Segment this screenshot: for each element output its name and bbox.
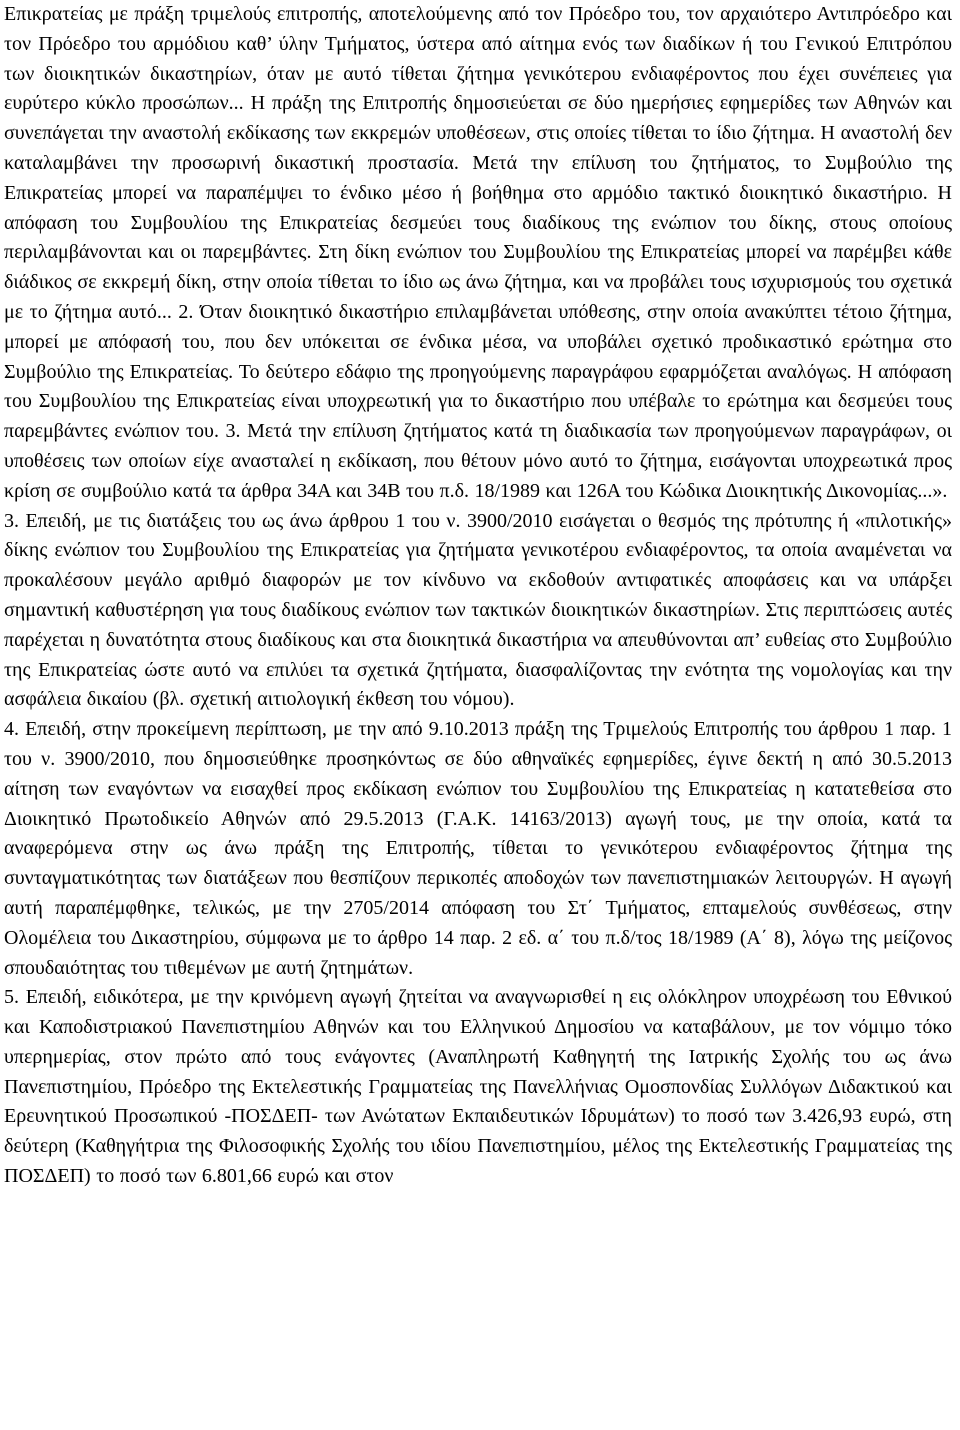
paragraph-3: 3. Επειδή, με τις διατάξεις του ως άνω άρθρου 1 του ν. 3900/2010 εισάγεται ο θεσμός της πρότυπης ή «πιλοτικής» δίκης ενώπιον του Συμβουλίου της Επικρατείας για ζητήματα γενικοτέρου ενδιαφέροντος, τα οποία αναμένεται να προκαλέσουν μεγάλο αριθμό διαφορών με τον κίνδυνο να εκδοθούν αντιφατικές αποφάσεις και να υπάρξει σημαντική καθυστέρηση για τους διαδίκους ενώπιον των τακτικών διοικητικών δικαστηρίων. Στις περιπτώσεις αυτές παρέχεται η δυνατότητα στους διαδίκους και στα διοικητικά δικαστήρια να απευθύνονται απ’ ευθείας στο Συμβούλιο της Επικρατείας ώστε αυτό να επιλύει τα σχετικά ζητήματα, διασφαλίζοντας την ενότητα της νομολογίας και την ασφάλεια δικαίου (βλ. σχετική αιτιολογική έκθεση του νόμου). <box>4 509 952 711</box>
paragraph-4: 4. Επειδή, στην προκείμενη περίπτωση, με την από 9.10.2013 πράξη της Τριμελούς Επιτροπής του άρθρου 1 παρ. 1 του ν. 3900/2010, που δημοσιεύθηκε προσηκόντως σε δύο αθηναϊκές εφημερίδες, έγινε δεκτή η από 30.5.2013 αίτηση των εναγόντων να εισαχθεί προς εκδίκαση ενώπιον του Συμβουλίου της Επικρατείας η κατατεθείσα στο Διοικητικό Πρωτοδικείο Αθηνών από 29.5.2013 (Γ.Α.Κ. 14163/2013) αγωγή τους, με την οποία, κατά τα αναφερόμενα στην ως άνω πράξη της Επιτροπής, τίθεται το γενικότερου ενδιαφέροντος ζήτημα της συνταγματικότητας των διατάξεων που θεσπίζουν περικοπές αποδοχών των πανεπιστημιακών λειτουργών. Η αγωγή αυτή παραπέμφθηκε, τελικώς, με την 2705/2014 απόφαση του Στ΄ Τμήματος, επταμελούς συνθέσεως, στην Ολομέλεια του Δικαστηρίου, σύμφωνα με το άρθρο 14 παρ. 2 εδ. α΄ του π.δ/τος 18/1989 (Α΄ 8), λόγω της μείζονος σπουδαιότητας του τιθεμένων με αυτή ζητημάτων. <box>4 718 952 979</box>
paragraph-5: 5. Επειδή, ειδικότερα, με την κρινόμενη αγωγή ζητείται να αναγνωρισθεί η εις ολόκληρον υποχρέωση του Εθνικού και Καποδιστριακού Πανεπιστημίου Αθηνών και του Ελληνικού Δημοσίου να καταβάλουν, με τον νόμιμο τόκο υπερημερίας, στον πρώτο από τους ενάγοντες (Αναπληρωτή Καθηγητή της Ιατρικής Σχολής του ως άνω Πανεπιστημίου, Πρόεδρο της Εκτελεστικής Γραμματείας της Πανελλήνιας Ομοσπονδίας Συλλόγων Διδακτικού και Ερευνητικού Προσωπικού -ΠΟΣΔΕΠ- των Ανώτατων Εκπαιδευτικών Ιδρυμάτων) το ποσό των 3.426,93 ευρώ, στη δεύτερη (Καθηγήτρια της Φιλοσοφικής Σχολής του ιδίου Πανεπιστημίου, μέλος της Εκτελεστικής Γραμματείας της ΠΟΣΔΕΠ) το ποσό των 6.801,66 ευρώ και στον <box>4 986 952 1188</box>
paragraph-continuation: Επικρατείας με πράξη τριμελούς επιτροπής, αποτελούμενης από τον Πρόεδρο του, τον αρχαιότερο Αντιπρόεδρο και τον Πρόεδρο του αρμόδιου καθ’ ύλην Τμήματος, ύστερα από αίτημα ενός των διαδίκων ή του Γενικού Επιτρόπου των διοικητικών δικαστηρίων, όταν με αυτό τίθεται ζήτημα γενικότερου ενδιαφέροντος που έχει συνέπειες για ευρύτερο κύκλο προσώπων... Η πράξη της Επιτροπής δημοσιεύεται σε δύο ημερήσιες εφημερίδες των Αθηνών και συνεπάγεται την αναστολή εκδίκασης των εκκρεμών υποθέσεων, στις οποίες τίθεται το ίδιο ζήτημα. Η αναστολή δεν καταλαμβάνει την προσωρινή δικαστική προστασία. Μετά την επίλυση του ζητήματος, το Συμβούλιο της Επικρατείας μπορεί να παραπέμψει το ένδικο μέσο ή βοήθημα στο αρμόδιο τακτικό διοικητικό δικαστήριο. Η απόφαση του Συμβουλίου της Επικρατείας δεσμεύει τους διαδίκους της ενώπιον του δίκης, στους οποίους περιλαμβάνονται και οι παρεμβάντες. Στη δίκη ενώπιον του Συμβουλίου της Επικρατείας μπορεί να παρέμβει κάθε διάδικος σε εκκρεμή δίκη, στην οποία τίθεται το ίδιο ως άνω ζήτημα, και να προβάλει τους ισχυρισμούς του σχετικά με το ζήτημα αυτό... 2. Όταν διοικητικό δικαστήριο επιλαμβάνεται υπόθεσης, στην οποία ανακύπτει τέτοιο ζήτημα, μπορεί με απόφασή του, που δεν υπόκειται σε ένδικα μέσα, να υποβάλει σχετικό προδικαστικό ερώτημα στο Συμβούλιο της Επικρατείας. Το δεύτερο εδάφιο της προηγούμενης παραγράφου εφαρμόζεται αναλόγως. Η απόφαση του Συμβουλίου της Επικρατείας είναι υποχρεωτική για το δικαστήριο που υπέβαλε το ερώτημα και δεσμεύει τους παρεμβάντες ενώπιον του. 3. Μετά την επίλυση ζητήματος κατά τη διαδικασία των προηγούμενων παραγράφων, οι υποθέσεις των οποίων είχε ανασταλεί η εκδίκαση, που θέτουν μόνο αυτό το ζήτημα, εισάγονται υποχρεωτικά προς κρίση σε συμβούλιο κατά τα άρθρα 34Α και 34Β του π.δ. 18/1989 και 126Α του Κώδικα Διοικητικής Δικονομίας...». <box>4 3 952 502</box>
